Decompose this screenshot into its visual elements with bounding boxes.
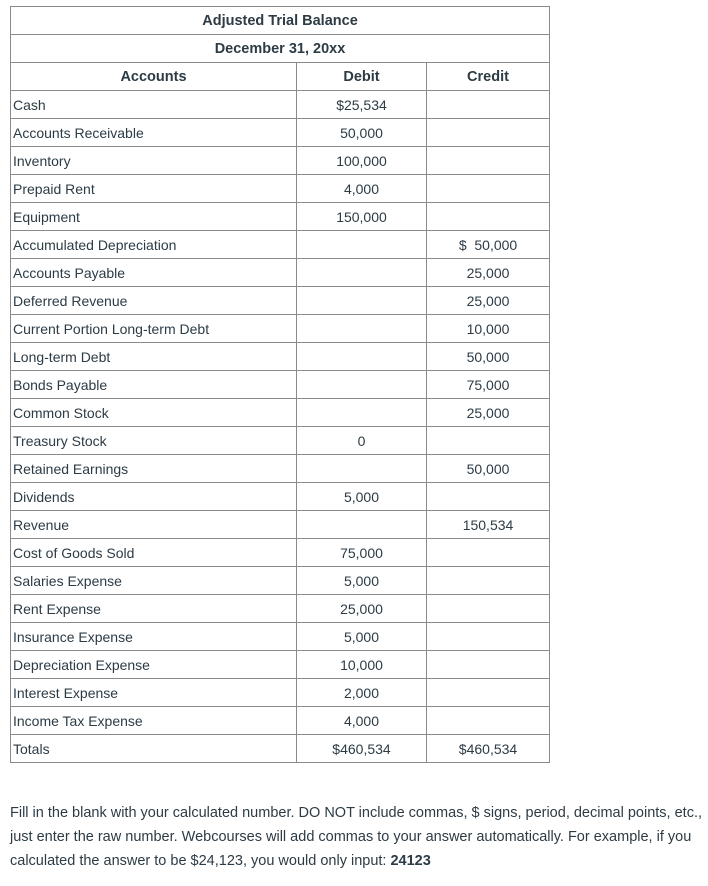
- instructions-text: [10, 801, 704, 873]
- table-row: [11, 483, 550, 511]
- table-row: [11, 91, 550, 119]
- debit-cell: 5,000: [297, 567, 427, 595]
- table-row: [11, 567, 550, 595]
- table-title: Adjusted Trial Balance: [11, 7, 550, 35]
- credit-cell: [427, 539, 550, 567]
- table-row: [11, 595, 550, 623]
- credit-cell: 75,000: [427, 371, 550, 399]
- account-cell: Bonds Payable: [11, 371, 297, 399]
- table-row: [11, 679, 550, 707]
- account-cell: Dividends: [11, 483, 297, 511]
- debit-cell: $25,534: [297, 91, 427, 119]
- date-row: [11, 35, 550, 63]
- account-cell: Income Tax Expense: [11, 707, 297, 735]
- debit-cell: 100,000: [297, 147, 427, 175]
- account-cell: Rent Expense: [11, 595, 297, 623]
- credit-cell: [427, 707, 550, 735]
- account-cell: Cash: [11, 91, 297, 119]
- instructions-body: Fill in the blank with your calculated number. DO NOT include commas, $ signs, period, decimal points, etc., just enter the raw number. Webcourses will add commas to your answer automatically. For example, if you calculated the answer to be $24,123, you would only input:: [10, 805, 703, 869]
- credit-cell: [427, 147, 550, 175]
- table-date: December 31, 20xx: [11, 35, 550, 63]
- account-cell: Accumulated Depreciation: [11, 231, 297, 259]
- account-cell: Cost of Goods Sold: [11, 539, 297, 567]
- account-cell: Salaries Expense: [11, 567, 297, 595]
- debit-cell: 150,000: [297, 203, 427, 231]
- debit-cell: 2,000: [297, 679, 427, 707]
- table-row: [11, 147, 550, 175]
- credit-cell: [427, 483, 550, 511]
- credit-cell: [427, 203, 550, 231]
- debit-header: Debit: [297, 63, 427, 91]
- table-row: [11, 707, 550, 735]
- credit-cell: [427, 91, 550, 119]
- table-row: [11, 287, 550, 315]
- credit-cell: $ 50,000: [427, 231, 550, 259]
- debit-cell: 4,000: [297, 175, 427, 203]
- account-cell: Prepaid Rent: [11, 175, 297, 203]
- account-cell: Deferred Revenue: [11, 287, 297, 315]
- title-row: [11, 7, 550, 35]
- debit-cell: 5,000: [297, 623, 427, 651]
- credit-header: Credit: [427, 63, 550, 91]
- credit-cell: 25,000: [427, 399, 550, 427]
- credit-cell: [427, 567, 550, 595]
- table-row: [11, 399, 550, 427]
- table-row: [11, 203, 550, 231]
- table-row: [11, 315, 550, 343]
- credit-cell: 25,000: [427, 287, 550, 315]
- credit-cell: [427, 595, 550, 623]
- column-header-row: [11, 63, 550, 91]
- account-cell: Common Stock: [11, 399, 297, 427]
- example-answer: 24123: [390, 853, 431, 869]
- table-row: [11, 735, 550, 763]
- trial-balance-table: [10, 6, 550, 763]
- account-cell: Accounts Receivable: [11, 119, 297, 147]
- debit-cell: [297, 371, 427, 399]
- table-row: [11, 175, 550, 203]
- table-row: [11, 511, 550, 539]
- credit-cell: [427, 427, 550, 455]
- table-row: [11, 371, 550, 399]
- debit-cell: $460,534: [297, 735, 427, 763]
- debit-cell: 10,000: [297, 651, 427, 679]
- debit-cell: [297, 259, 427, 287]
- credit-cell: 150,534: [427, 511, 550, 539]
- debit-cell: [297, 287, 427, 315]
- debit-cell: 25,000: [297, 595, 427, 623]
- account-cell: Accounts Payable: [11, 259, 297, 287]
- debit-cell: 4,000: [297, 707, 427, 735]
- credit-cell: [427, 623, 550, 651]
- debit-cell: [297, 455, 427, 483]
- debit-cell: [297, 399, 427, 427]
- table-row: [11, 651, 550, 679]
- credit-cell: 50,000: [427, 455, 550, 483]
- debit-cell: 5,000: [297, 483, 427, 511]
- debit-cell: [297, 315, 427, 343]
- account-cell: Long-term Debt: [11, 343, 297, 371]
- table-row: [11, 427, 550, 455]
- credit-cell: 50,000: [427, 343, 550, 371]
- credit-cell: [427, 175, 550, 203]
- account-cell: Inventory: [11, 147, 297, 175]
- table-row: [11, 119, 550, 147]
- table-row: [11, 455, 550, 483]
- account-cell: Totals: [11, 735, 297, 763]
- credit-cell: 25,000: [427, 259, 550, 287]
- accounts-header: Accounts: [11, 63, 297, 91]
- credit-cell: [427, 651, 550, 679]
- account-cell: Equipment: [11, 203, 297, 231]
- debit-cell: 75,000: [297, 539, 427, 567]
- debit-cell: [297, 231, 427, 259]
- account-cell: Depreciation Expense: [11, 651, 297, 679]
- table-row: [11, 343, 550, 371]
- account-cell: Current Portion Long-term Debt: [11, 315, 297, 343]
- table-row: [11, 623, 550, 651]
- debit-cell: [297, 343, 427, 371]
- account-cell: Revenue: [11, 511, 297, 539]
- account-cell: Interest Expense: [11, 679, 297, 707]
- debit-cell: 0: [297, 427, 427, 455]
- credit-cell: [427, 679, 550, 707]
- debit-cell: [297, 511, 427, 539]
- account-cell: Treasury Stock: [11, 427, 297, 455]
- credit-cell: $460,534: [427, 735, 550, 763]
- table-row: [11, 231, 550, 259]
- credit-cell: [427, 119, 550, 147]
- account-cell: Retained Earnings: [11, 455, 297, 483]
- account-cell: Insurance Expense: [11, 623, 297, 651]
- credit-cell: 10,000: [427, 315, 550, 343]
- debit-cell: 50,000: [297, 119, 427, 147]
- table-row: [11, 539, 550, 567]
- table-row: [11, 259, 550, 287]
